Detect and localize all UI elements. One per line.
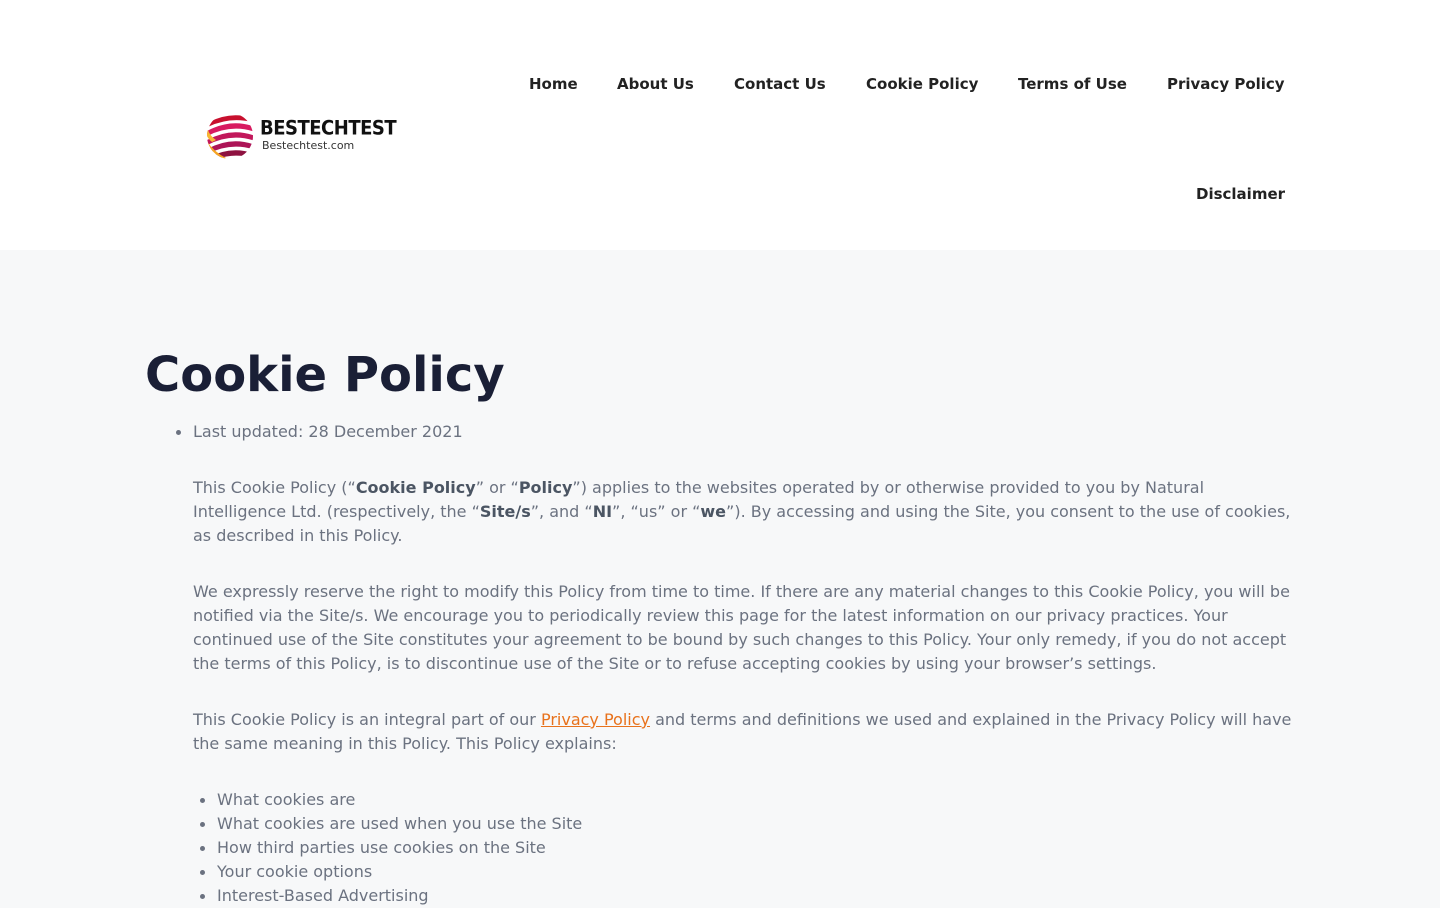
policy-body xyxy=(193,420,1293,908)
page-title: Cookie Policy xyxy=(145,347,505,403)
site-logo[interactable] xyxy=(206,108,396,164)
list-item: What cookies are xyxy=(193,788,1293,812)
nav-item-about-us[interactable]: About Us xyxy=(617,75,694,93)
list-item: How third parties use cookies on the Site xyxy=(193,836,1293,860)
nav-item-cookie-policy[interactable]: Cookie Policy xyxy=(866,75,979,93)
intro-paragraph: This Cookie Policy (“Cookie Policy” or “Policy”) applies to the websites operated by or otherwise provided to you by Natural Intelligence Ltd. (respectively, the “Site/s”, and “NI”, “us” or “we”). By accessing and using the Site, you consent to the use of cookies, as described in this Policy. xyxy=(193,478,1291,545)
list-item: Interest-Based Advertising xyxy=(193,884,1293,908)
logo-domain: Bestechtest.com xyxy=(262,139,355,152)
explains-list xyxy=(193,788,1293,908)
nav-item-privacy-policy[interactable]: Privacy Policy xyxy=(1167,75,1285,93)
logo-globe-icon xyxy=(206,112,254,160)
list-item: Your cookie options xyxy=(193,860,1293,884)
last-updated: Last updated: 28 December 2021 xyxy=(193,420,1293,444)
list-item: What cookies are used when you use the Site xyxy=(193,812,1293,836)
nav-item-disclaimer[interactable]: Disclaimer xyxy=(1196,185,1286,203)
logo-wordmark: BESTECHTEST xyxy=(260,116,397,140)
site-header xyxy=(0,0,1440,250)
modification-paragraph: We expressly reserve the right to modify this Policy from time to time. If there are any material changes to this Cookie Policy, you will be notified via the Site/s. We encourage you to periodically review this page for the latest information on our privacy practices. Your continued use of the Site constitutes your agreement to be bound by such changes to this Policy. Your only remedy, if you do not accept the terms of this Policy, is to discontinue use of the Site or to refuse accepting cookies by using your browser’s settings. xyxy=(193,582,1290,673)
nav-item-home[interactable]: Home xyxy=(529,75,578,93)
privacy-policy-link[interactable]: Privacy Policy xyxy=(540,710,650,729)
nav-item-contact-us[interactable]: Contact Us xyxy=(734,75,826,93)
integral-part-paragraph: This Cookie Policy is an integral part of our Privacy Policy and terms and definitions we used and explained in the Privacy Policy will have the same meaning in this Policy. This Policy explains: xyxy=(193,710,1292,753)
nav-item-terms-of-use[interactable]: Terms of Use xyxy=(1018,75,1127,93)
